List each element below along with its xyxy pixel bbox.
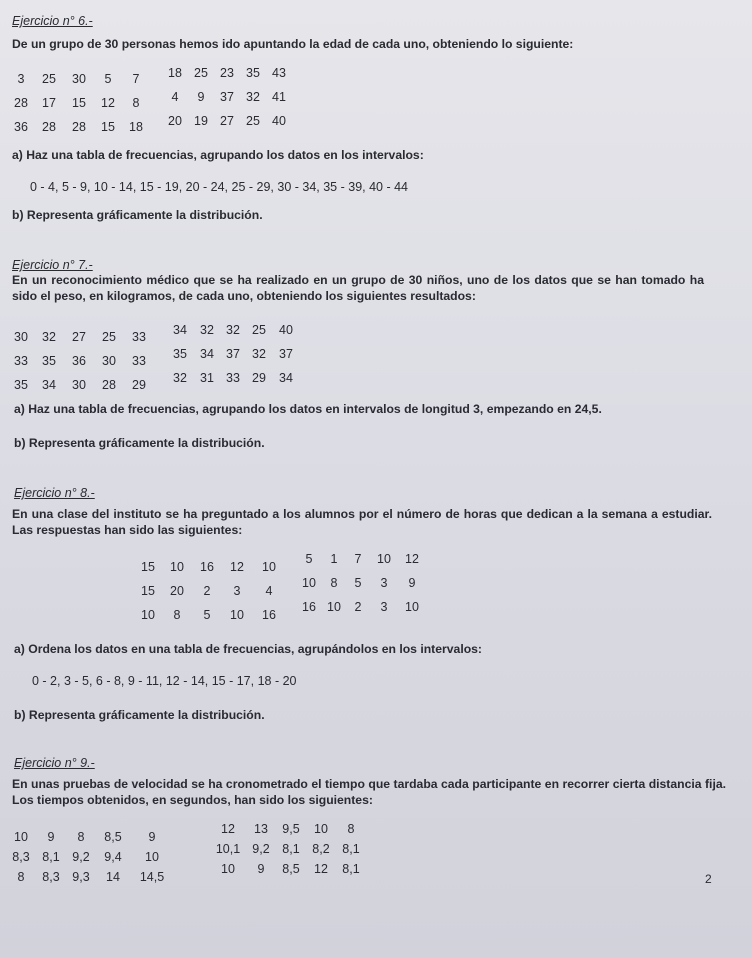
ex8-left-value: 12	[230, 560, 244, 574]
exercise-9-title: Ejercicio n° 9.-	[14, 756, 95, 770]
ex7-left-value: 35	[14, 378, 28, 392]
ex9-right-value: 10	[314, 822, 328, 836]
ex8-left-value: 4	[265, 584, 273, 598]
ex9-right-value: 8,5	[282, 862, 300, 876]
exercise-7-data-table-left	[8, 330, 154, 392]
ex6-right-value: 27	[220, 114, 234, 128]
ex6-left-value: 28	[72, 120, 86, 134]
ex6-left-value: 17	[42, 96, 56, 110]
ex9-right-value: 8	[347, 822, 355, 836]
exercise-8-data-table-left	[134, 560, 286, 622]
ex6-right-value: 25	[194, 66, 208, 80]
ex6-left-value: 15	[72, 96, 86, 110]
ex8-left-value: 16	[200, 560, 214, 574]
ex7-left-value: 29	[132, 378, 146, 392]
ex7-left-value: 30	[102, 354, 116, 368]
ex9-left-value: 10	[14, 830, 28, 844]
ex8-right-value: 10	[405, 600, 419, 614]
ex6-right-value: 9	[197, 90, 205, 104]
ex6-left-value: 12	[101, 96, 115, 110]
ex7-left-value: 33	[132, 354, 146, 368]
ex7-right-value: 37	[226, 347, 240, 361]
ex9-right-value: 8,2	[312, 842, 330, 856]
ex9-left-value: 8,3	[12, 850, 30, 864]
exercise-8-data-table-right	[296, 552, 426, 614]
ex8-left-value: 10	[141, 608, 155, 622]
ex9-left-value: 9,3	[72, 870, 90, 884]
ex7-right-value: 35	[173, 347, 187, 361]
exercise-7-part-a: a) Haz una tabla de frecuencias, agrupando los datos en intervalos de longitud 3, empezando en 24,5.	[14, 402, 602, 416]
ex9-left-value: 14,5	[139, 870, 165, 884]
ex8-right-value: 10	[327, 600, 341, 614]
exercise-9-data-table-left	[6, 830, 174, 884]
ex8-right-value: 8	[330, 576, 338, 590]
ex9-left-value: 8,1	[42, 850, 60, 864]
ex7-right-value: 25	[252, 323, 266, 337]
ex8-right-value: 12	[405, 552, 419, 566]
exercise-6-title: Ejercicio n° 6.-	[12, 14, 93, 28]
ex6-right-value: 25	[246, 114, 260, 128]
ex7-left-value: 30	[72, 378, 86, 392]
ex8-left-value: 16	[262, 608, 276, 622]
ex6-right-value: 40	[272, 114, 286, 128]
ex8-right-value: 5	[354, 576, 362, 590]
ex7-left-value: 35	[42, 354, 56, 368]
ex9-right-value: 13	[254, 822, 268, 836]
ex8-right-value: 3	[380, 600, 388, 614]
ex7-left-value: 30	[14, 330, 28, 344]
ex7-left-value: 28	[102, 378, 116, 392]
ex8-right-value: 2	[354, 600, 362, 614]
exercise-7-part-b: b) Representa gráficamente la distribución.	[14, 436, 265, 450]
ex6-right-value: 43	[272, 66, 286, 80]
ex7-right-value: 29	[252, 371, 266, 385]
ex7-right-value: 40	[279, 323, 293, 337]
ex8-left-value: 10	[170, 560, 184, 574]
ex7-right-value: 32	[226, 323, 240, 337]
ex9-left-value: 9,2	[72, 850, 90, 864]
ex8-left-value: 3	[233, 584, 241, 598]
exercise-8-title: Ejercicio n° 8.-	[14, 486, 95, 500]
ex8-right-value: 3	[380, 576, 388, 590]
ex6-right-value: 35	[246, 66, 260, 80]
ex9-right-value: 10	[221, 862, 235, 876]
ex7-left-value: 27	[72, 330, 86, 344]
exercise-8-part-a: a) Ordena los datos en una tabla de frecuencias, agrupándolos en los intervalos:	[14, 642, 482, 656]
ex8-left-value: 15	[141, 584, 155, 598]
exercise-6-intervals: 0 - 4, 5 - 9, 10 - 14, 15 - 19, 20 - 24, 25 - 29, 30 - 34, 35 - 39, 40 - 44	[30, 180, 409, 194]
ex8-right-value: 5	[305, 552, 313, 566]
exercise-8-intervals: 0 - 2, 3 - 5, 6 - 8, 9 - 11, 12 - 14, 15 - 17, 18 - 20	[32, 674, 297, 688]
page-number: 2	[705, 872, 712, 886]
ex9-left-value: 8,5	[104, 830, 122, 844]
ex7-right-value: 34	[279, 371, 293, 385]
ex8-right-value: 9	[408, 576, 416, 590]
ex7-right-value: 31	[200, 371, 214, 385]
ex7-left-value: 34	[42, 378, 56, 392]
ex9-right-value: 9,5	[282, 822, 300, 836]
exercise-7-statement: En un reconocimiento médico que se ha realizado en un grupo de 30 niños, uno de los datos que se han tomado ha sido el peso, en kilogramos, de cada uno, obteniendo los siguientes resultados:	[12, 273, 704, 303]
exercise-6-part-a: a) Haz una tabla de frecuencias, agrupando los datos en los intervalos:	[12, 148, 424, 162]
ex7-left-value: 33	[132, 330, 146, 344]
exercise-9-statement: En unas pruebas de velocidad se ha cronometrado el tiempo que tardaba cada participante en recorrer cierta distancia fija. Los tiempos obtenidos, en segundos, han sido los siguientes:	[12, 777, 726, 807]
ex9-left-value: 9	[148, 830, 156, 844]
ex6-left-value: 36	[14, 120, 28, 134]
exercise-6-statement: De un grupo de 30 personas hemos ido apuntando la edad de cada uno, obteniendo lo siguiente:	[12, 37, 574, 51]
ex7-right-value: 37	[279, 347, 293, 361]
exercise-8-statement: En una clase del instituto se ha preguntado a los alumnos por el número de horas que dedican a la semana a estudiar. Las respuestas han sido las siguientes:	[12, 507, 712, 537]
ex8-right-value: 10	[302, 576, 316, 590]
ex7-left-value: 33	[14, 354, 28, 368]
ex9-left-value: 8,3	[42, 870, 60, 884]
ex8-right-value: 10	[377, 552, 391, 566]
exercise-6-data-table-right	[162, 66, 292, 128]
exercise-7-title: Ejercicio n° 7.-	[12, 258, 93, 272]
ex6-right-value: 32	[246, 90, 260, 104]
ex6-left-value: 18	[129, 120, 143, 134]
ex7-right-value: 34	[200, 347, 214, 361]
ex9-left-value: 9	[47, 830, 55, 844]
ex6-right-value: 23	[220, 66, 234, 80]
ex9-right-value: 9	[257, 862, 265, 876]
ex7-right-value: 32	[173, 371, 187, 385]
ex6-left-value: 15	[101, 120, 115, 134]
ex9-right-value: 10,1	[215, 842, 241, 856]
exercise-6-part-b: b) Representa gráficamente la distribución.	[12, 208, 263, 222]
ex7-left-value: 25	[102, 330, 116, 344]
exercise-9-data-table-right	[210, 822, 366, 876]
ex6-right-value: 37	[220, 90, 234, 104]
ex9-left-value: 8	[77, 830, 85, 844]
ex7-left-value: 36	[72, 354, 86, 368]
exercise-8-part-b: b) Representa gráficamente la distribución.	[14, 708, 265, 722]
ex6-right-value: 4	[171, 90, 179, 104]
ex8-left-value: 15	[141, 560, 155, 574]
ex6-left-value: 5	[104, 72, 112, 86]
ex9-right-value: 9,2	[252, 842, 270, 856]
ex9-right-value: 12	[314, 862, 328, 876]
ex9-left-value: 14	[106, 870, 120, 884]
ex8-left-value: 2	[203, 584, 211, 598]
ex8-left-value: 10	[262, 560, 276, 574]
ex6-left-value: 28	[14, 96, 28, 110]
ex9-right-value: 8,1	[342, 862, 360, 876]
ex6-left-value: 3	[17, 72, 25, 86]
ex7-right-value: 32	[200, 323, 214, 337]
ex9-left-value: 10	[145, 850, 159, 864]
ex7-right-value: 32	[252, 347, 266, 361]
ex7-right-value: 33	[226, 371, 240, 385]
ex6-left-value: 28	[42, 120, 56, 134]
ex6-right-value: 41	[272, 90, 286, 104]
ex6-left-value: 8	[132, 96, 140, 110]
ex9-left-value: 9,4	[104, 850, 122, 864]
ex7-left-value: 32	[42, 330, 56, 344]
ex6-right-value: 18	[168, 66, 182, 80]
ex9-right-value: 8,1	[282, 842, 300, 856]
ex6-left-value: 30	[72, 72, 86, 86]
ex8-right-value: 1	[330, 552, 338, 566]
exercise-7-data-table-right	[166, 323, 300, 385]
ex6-right-value: 19	[194, 114, 208, 128]
ex8-left-value: 5	[203, 608, 211, 622]
ex8-left-value: 8	[173, 608, 181, 622]
ex7-right-value: 34	[173, 323, 187, 337]
ex6-right-value: 20	[168, 114, 182, 128]
ex8-right-value: 7	[354, 552, 362, 566]
ex9-left-value: 8	[17, 870, 25, 884]
ex8-left-value: 10	[230, 608, 244, 622]
ex8-right-value: 16	[302, 600, 316, 614]
ex9-right-value: 12	[221, 822, 235, 836]
exercise-6-data-table-left	[8, 72, 150, 134]
ex8-left-value: 20	[170, 584, 184, 598]
ex9-right-value: 8,1	[342, 842, 360, 856]
ex6-left-value: 7	[132, 72, 140, 86]
ex6-left-value: 25	[42, 72, 56, 86]
